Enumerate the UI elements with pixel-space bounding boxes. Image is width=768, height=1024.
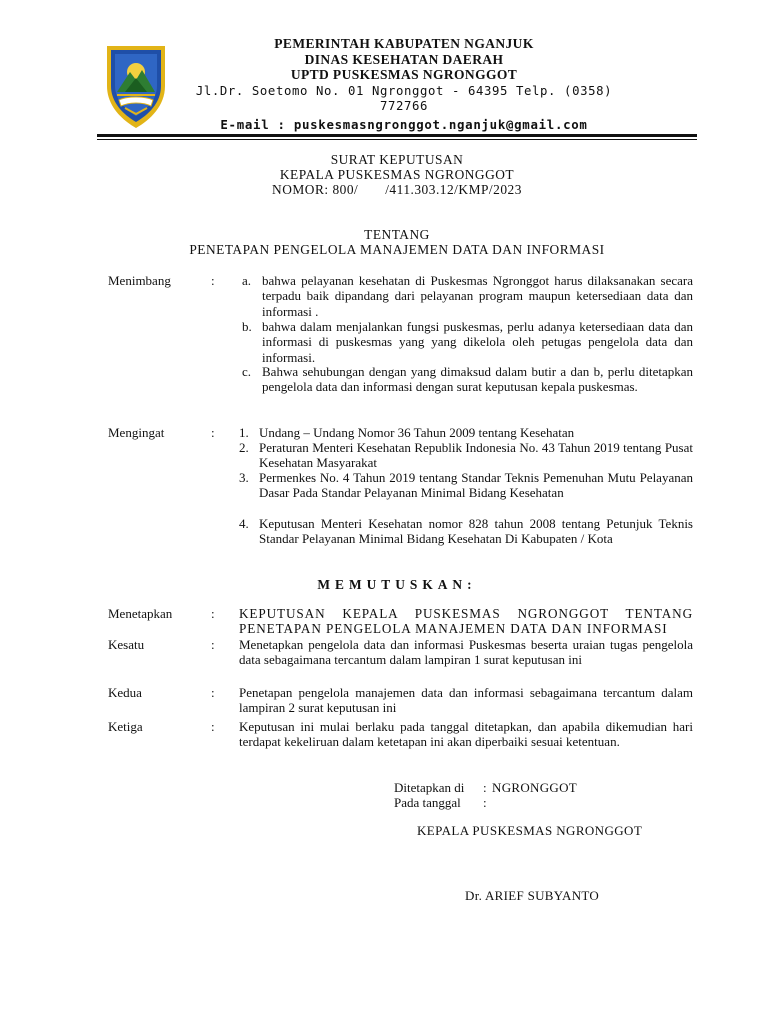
regency-emblem-icon [103, 40, 169, 130]
menetapkan-colon: : [211, 606, 215, 621]
ditetapkan-label: Ditetapkan di [394, 780, 465, 795]
signatory-name: Dr. ARIEF SUBYANTO [465, 888, 600, 903]
menimbang-item-a: bahwa pelayanan kesehatan di Puskesmas Ngronggot harus dilaksanakan secara terpadu baik dipandang dari pelayanan program maupun ketersediaan data dan informasi . [262, 273, 693, 319]
subject-line-2: PENETAPAN PENGELOLA MANAJEMEN DATA DAN INFORMASI [189, 242, 605, 257]
menimbang-label: Menimbang [108, 273, 171, 288]
mengingat-marker-1: 1. [239, 425, 249, 440]
ditetapkan-colon: : [483, 780, 487, 795]
mengingat-item-2: Peraturan Menteri Kesehatan Republik Indonesia No. 43 Tahun 2019 tentang Pusat Kesehatan Masyarakat [259, 440, 693, 471]
menetapkan-text: KEPUTUSAN KEPALA PUSKESMAS NGRONGGOT TENTANG PENETAPAN PENGELOLA MANAJEMEN DATA DAN INFORMASI [239, 606, 693, 637]
ketiga-colon: : [211, 719, 215, 734]
tanggal-label: Pada tanggal [394, 795, 461, 810]
kedua-colon: : [211, 685, 215, 700]
menimbang-colon: : [211, 273, 215, 288]
decree-title [97, 152, 697, 197]
kesatu-label: Kesatu [108, 637, 145, 652]
memutuskan-heading: MEMUTUSKAN: [317, 577, 477, 592]
title-line-1: SURAT KEPUTUSAN [330, 152, 464, 167]
kedua-label: Kedua [108, 685, 142, 700]
menimbang-item-c: Bahwa sehubungan dengan yang dimaksud dalam butir a dan b, perlu ditetapkan pengelola data dan informasi dengan surat keputusan kepala puskesmas. [262, 364, 693, 395]
letterhead [190, 36, 618, 132]
ketiga-text: Keputusan ini mulai berlaku pada tanggal ditetapkan, dan apabila dikemudian hari terdapat kekeliruan dalam ketetapan ini akan diperbaiki sesuai ketentuan. [239, 719, 693, 750]
letterhead-government: PEMERINTAH KABUPATEN NGANJUK [274, 36, 534, 51]
ditetapkan-value: NGRONGGOT [492, 780, 578, 795]
decree-number: NOMOR: 800/ /411.303.12/KMP/2023 [272, 182, 522, 197]
title-line-2: KEPALA PUSKESMAS NGRONGGOT [279, 167, 515, 182]
mengingat-marker-2: 2. [239, 440, 249, 455]
mengingat-item-4: Keputusan Menteri Kesehatan nomor 828 tahun 2008 tentang Petunjuk Teknis Standar Pelayanan Minimal Bidang Kesehatan Di Kabupaten / Kota [259, 516, 693, 547]
mengingat-item-3: Permenkes No. 4 Tahun 2019 tentang Standar Teknis Pemenuhan Mutu Pelayanan Dasar Pada Standar Pelayanan Minimal Bidang Kesehatan [259, 470, 693, 501]
menimbang-marker-b: b. [242, 319, 252, 334]
kesatu-text: Menetapkan pengelola data dan informasi Puskesmas beserta uraian tugas pengelola data sebagaimana tercantum dalam lampiran 1 surat keputusan ini [239, 637, 693, 668]
kedua-text: Penetapan pengelola manajemen data dan informasi sebagaimana tercantum dalam lampiran 2 surat keputusan ini [239, 685, 693, 716]
menetapkan-label: Menetapkan [108, 606, 173, 621]
menimbang-marker-a: a. [242, 273, 252, 288]
letterhead-email: E-mail : puskesmasngronggot.nganjuk@gmail.com [220, 116, 588, 132]
letterhead-agency: DINAS KESEHATAN DAERAH [304, 51, 504, 67]
letterhead-unit: UPTD PUSKESMAS NGRONGGOT [290, 67, 518, 82]
letterhead-divider-thick [97, 134, 697, 137]
kesatu-colon: : [211, 637, 215, 652]
letterhead-divider-thin [97, 139, 697, 140]
signatory-position: KEPALA PUSKESMAS NGRONGGOT [417, 823, 643, 838]
mengingat-item-1: Undang – Undang Nomor 36 Tahun 2009 tentang Kesehatan [259, 425, 575, 440]
ketiga-label: Ketiga [108, 719, 143, 734]
mengingat-label: Mengingat [108, 425, 165, 440]
letterhead-address: Jl.Dr. Soetomo No. 01 Ngronggot - 64395 Telp. (0358) 772766 [195, 83, 613, 113]
mengingat-marker-3: 3. [239, 470, 249, 485]
mengingat-colon: : [211, 425, 215, 440]
decree-subject [97, 227, 697, 257]
menimbang-item-b: bahwa dalam menjalankan fungsi puskesmas, perlu adanya ketersediaan data dan informasi di puskesmas yang yang dikelola oleh petugas pengelola data dan informasi. [262, 319, 693, 365]
tanggal-colon: : [483, 795, 487, 810]
subject-line-1: TENTANG [364, 227, 430, 242]
mengingat-marker-4: 4. [239, 516, 249, 531]
menimbang-marker-c: c. [242, 364, 252, 379]
